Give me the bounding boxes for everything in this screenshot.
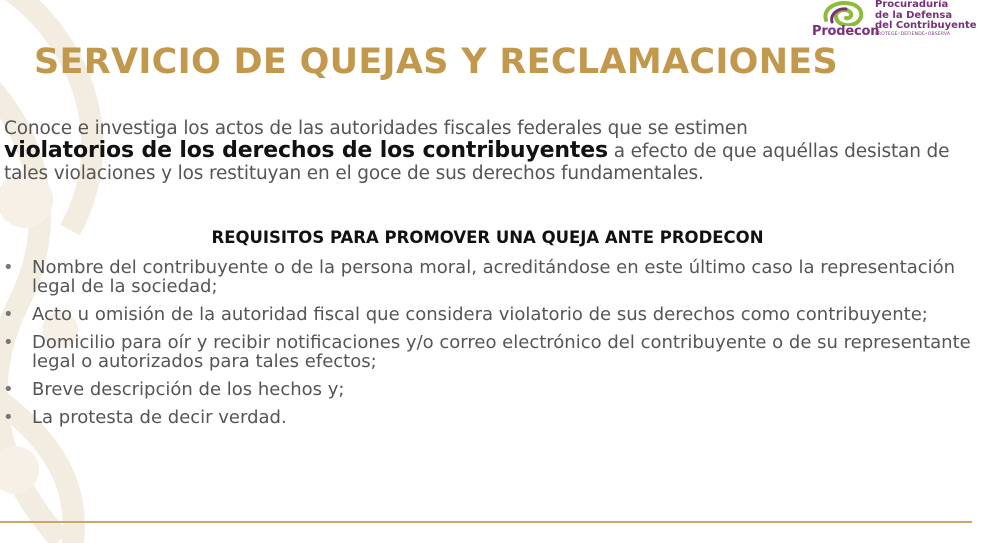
- logo-tagline-dot-icon: •: [924, 32, 928, 37]
- footer-divider: [0, 521, 972, 523]
- bullet-icon: •: [3, 304, 14, 325]
- bullet-icon: •: [3, 379, 14, 400]
- requirement-item: [0, 258, 975, 296]
- logo-tagline: [875, 32, 950, 37]
- requirement-item: [0, 380, 975, 399]
- intro-paragraph: [4, 118, 979, 185]
- bullet-icon: •: [3, 332, 14, 353]
- requirement-text: La protesta de decir verdad.: [32, 407, 287, 428]
- intro-text-before: Conoce e investiga los actos de las autoridades fiscales federales que se estimen: [4, 118, 748, 139]
- logo-wordmark: Prodecon: [812, 24, 880, 39]
- logo-tagline-1: PROTEGE: [875, 32, 898, 37]
- requirement-text: Breve descripción de los hechos y;: [32, 379, 345, 400]
- logo-tagline-3: OBSERVA: [927, 32, 951, 37]
- requirement-text: Domicilio para oír y recibir notificaciones y/o correo electrónico del contribuyente o de su representante legal o autorizados para tales efectos;: [32, 332, 971, 372]
- intro-emphasis: violatorios de los derechos de los contribuyentes: [4, 138, 608, 163]
- logo-tagline-2: DEFIENDE: [900, 32, 925, 37]
- logo-tagline-dot-icon: •: [897, 32, 901, 37]
- requirements-list: [0, 258, 975, 436]
- requirement-item: [0, 333, 975, 371]
- logo-institution-name: Procuraduría de la Defensa del Contribuyente: [875, 0, 977, 31]
- requirement-text: Acto u omisión de la autoridad fiscal que considera violatorio de sus derechos como contribuyente;: [32, 304, 928, 325]
- requirements-heading: REQUISITOS PARA PROMOVER UNA QUEJA ANTE PRODECON: [211, 228, 764, 247]
- bullet-icon: •: [3, 257, 14, 278]
- page-title: SERVICIO DE QUEJAS Y RECLAMACIONES: [34, 42, 839, 82]
- bullet-icon: •: [3, 407, 14, 428]
- prodecon-logo: [812, 0, 982, 42]
- requirement-item: [0, 305, 975, 324]
- requirement-item: [0, 408, 975, 427]
- requirement-text: Nombre del contribuyente o de la persona moral, acreditándose en este último caso la representación legal de la sociedad;: [32, 257, 956, 297]
- intro-text-after: a efecto de que aquéllas desistan de tales violaciones y los restituyan en el goce de sus derechos fundamentales.: [4, 141, 950, 184]
- prodecon-emblem-icon: [820, 0, 868, 26]
